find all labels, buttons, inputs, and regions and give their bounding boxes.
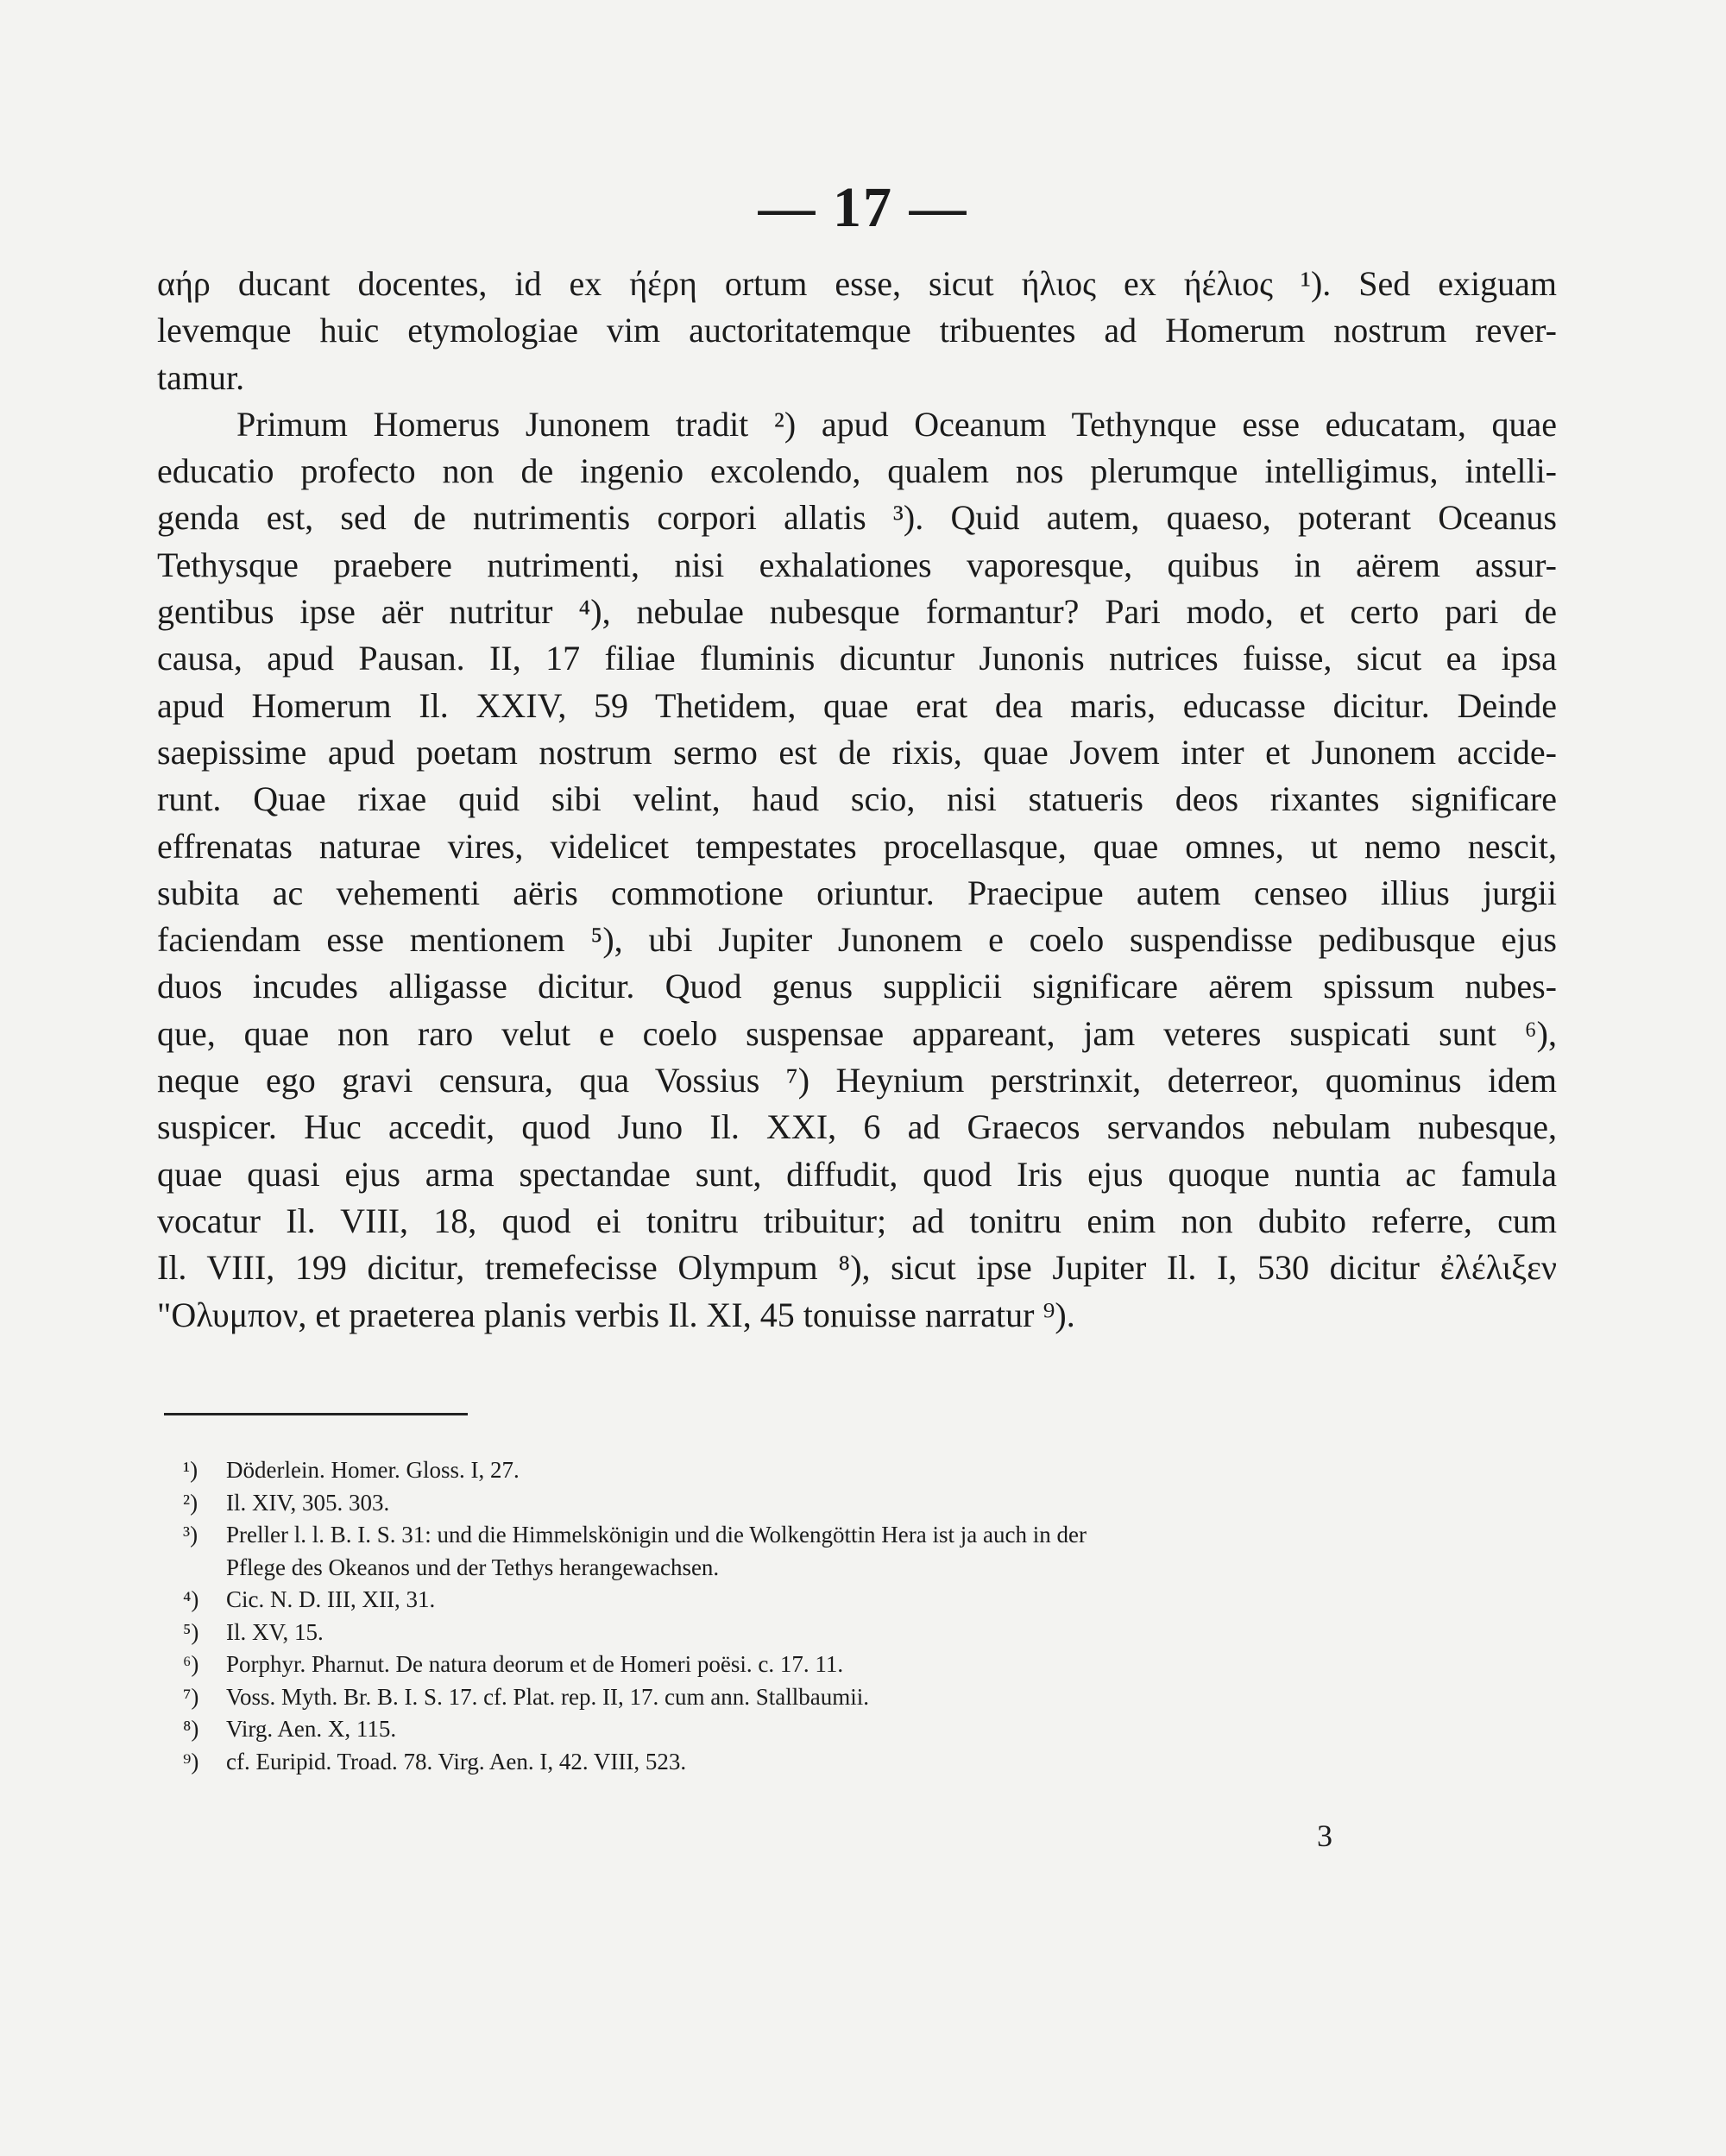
page-number: — 17 — <box>758 176 968 239</box>
text-line: quae quasi ejus arma spectandae sunt, diffudit, quod Iris ejus quoque nuntia ac famula <box>157 1154 1557 1194</box>
footnotes <box>183 1454 1564 1778</box>
text-line: neque ego gravi censura, qua Vossius ⁷) Heynium perstrinxit, deterreor, quominus idem <box>157 1061 1557 1100</box>
footnote-number: ⁷) <box>183 1683 199 1710</box>
text-line: apud Homerum Il. XXIV, 59 Thetidem, quae erat dea maris, educasse dicitur. Deinde <box>157 685 1557 725</box>
footnote-item <box>183 1649 1564 1681</box>
text-line: subita ac vehementi aëris commotione oriuntur. Praecipue autem censeo illius jurgii <box>157 873 1557 912</box>
footnote-text: cf. Euripid. Troad. 78. Virg. Aen. I, 42. VIII, 523. <box>226 1748 687 1775</box>
footnote-item <box>183 1681 1564 1714</box>
footnote-text: Cic. N. D. III, XII, 31. <box>226 1586 436 1612</box>
signature-mark: 3 <box>1317 1819 1332 1853</box>
footnote-text: Voss. Myth. Br. B. I. S. 17. cf. Plat. rep. II, 17. cum ann. Stallbaumii. <box>226 1683 869 1710</box>
footnote-item <box>183 1487 1564 1520</box>
footnote-number: ³) <box>183 1522 198 1548</box>
footnote-number: ⁸) <box>183 1716 199 1742</box>
footnote-text: Virg. Aen. X, 115. <box>226 1716 397 1742</box>
text-line: "Ολυμπον, et praeterea planis verbis Il. XI, 45 tonuisse narratur ⁹). <box>157 1295 1075 1334</box>
footnote-item <box>183 1584 1564 1617</box>
footnote-number: ⁴) <box>183 1586 199 1612</box>
main-text <box>157 261 1557 1339</box>
text-line: duos incudes alligasse dicitur. Quod genus supplicii significare aërem spissum nubes- <box>157 967 1557 1006</box>
text-line: αήρ ducant docentes, id ex ήέρη ortum esse, sicut ήλιος ex ήέλιος ¹). Sed exiguam <box>157 264 1557 303</box>
text-line: Primum Homerus Junonem tradit ²) apud Oceanum Tethynque esse educatam, quae <box>236 404 1557 444</box>
footnote-number: ⁶) <box>183 1651 199 1677</box>
footnote-text: Pflege des Okeanos und der Tethys herangewachsen. <box>226 1554 720 1580</box>
text-line: genda est, sed de nutrimentis corpori allatis ³). Quid autem, quaeso, poterant Oceanus <box>157 498 1557 538</box>
text-line: gentibus ipse aër nutritur ⁴), nebulae nubesque formantur? Pari modo, et certo pari de <box>157 592 1557 632</box>
text-line: vocatur Il. VIII, 18, quod ei tonitru tribuitur; ad tonitru enim non dubito referre, cum <box>157 1201 1557 1240</box>
text-line: faciendam esse mentionem ⁵), ubi Jupiter Junonem e coelo suspendisse pedibusque ejus <box>157 920 1557 960</box>
footnote-number: ¹) <box>183 1457 198 1483</box>
text-line: Il. VIII, 199 dicitur, tremefecisse Olympum ⁸), sicut ipse Jupiter Il. I, 530 dicitur ἐλέλιξεν <box>157 1248 1557 1288</box>
footnote-number: ²) <box>183 1489 198 1516</box>
text-line: saepissime apud poetam nostrum sermo est de rixis, quae Jovem inter et Junonem accide- <box>157 732 1557 772</box>
footnote-divider <box>164 1413 468 1415</box>
text-line: suspicer. Huc accedit, quod Juno Il. XXI, 6 ad Graecos servandos nebulam nubesque, <box>157 1107 1557 1147</box>
text-line: educatio profecto non de ingenio excolendo, qualem nos plerumque intelligimus, intelli- <box>157 451 1557 491</box>
footnote-text: Preller l. l. B. I. S. 31: und die Himmelskönigin und die Wolkengöttin Hera ist ja auch in der <box>226 1522 1087 1548</box>
text-line: Tethysque praebere nutrimenti, nisi exhalationes vaporesque, quibus in aërem assur- <box>157 545 1557 584</box>
footnote-text: Döderlein. Homer. Gloss. I, 27. <box>226 1457 520 1483</box>
text-line: runt. Quae rixae quid sibi velint, haud scio, nisi statueris deos rixantes significare <box>157 779 1557 819</box>
footnote-number: ⁹) <box>183 1748 199 1775</box>
text-line: que, quae non raro velut e coelo suspensae appareant, jam veteres suspicati sunt ⁶), <box>157 1013 1557 1053</box>
footnote-item <box>183 1552 1564 1585</box>
footnote-item <box>183 1454 1564 1487</box>
footnote-text: Il. XV, 15. <box>226 1618 324 1645</box>
footnote-item <box>183 1617 1564 1649</box>
footnote-item <box>183 1746 1564 1779</box>
footnote-item <box>183 1713 1564 1746</box>
text-line: effrenatas naturae vires, videlicet tempestates procellasque, quae omnes, ut nemo nescit, <box>157 826 1557 866</box>
footnote-text: Il. XIV, 305. 303. <box>226 1489 390 1516</box>
text-line: causa, apud Pausan. II, 17 filiae fluminis dicuntur Junonis nutrices fuisse, sicut ea ipsa <box>157 639 1557 678</box>
footnote-item <box>183 1519 1564 1552</box>
text-line: tamur. <box>157 357 245 397</box>
text-line: levemque huic etymologiae vim auctoritatemque tribuentes ad Homerum nostrum rever- <box>157 311 1557 350</box>
footnote-number: ⁵) <box>183 1618 199 1645</box>
footnote-text: Porphyr. Pharnut. De natura deorum et de Homeri poësi. c. 17. 11. <box>226 1651 844 1677</box>
